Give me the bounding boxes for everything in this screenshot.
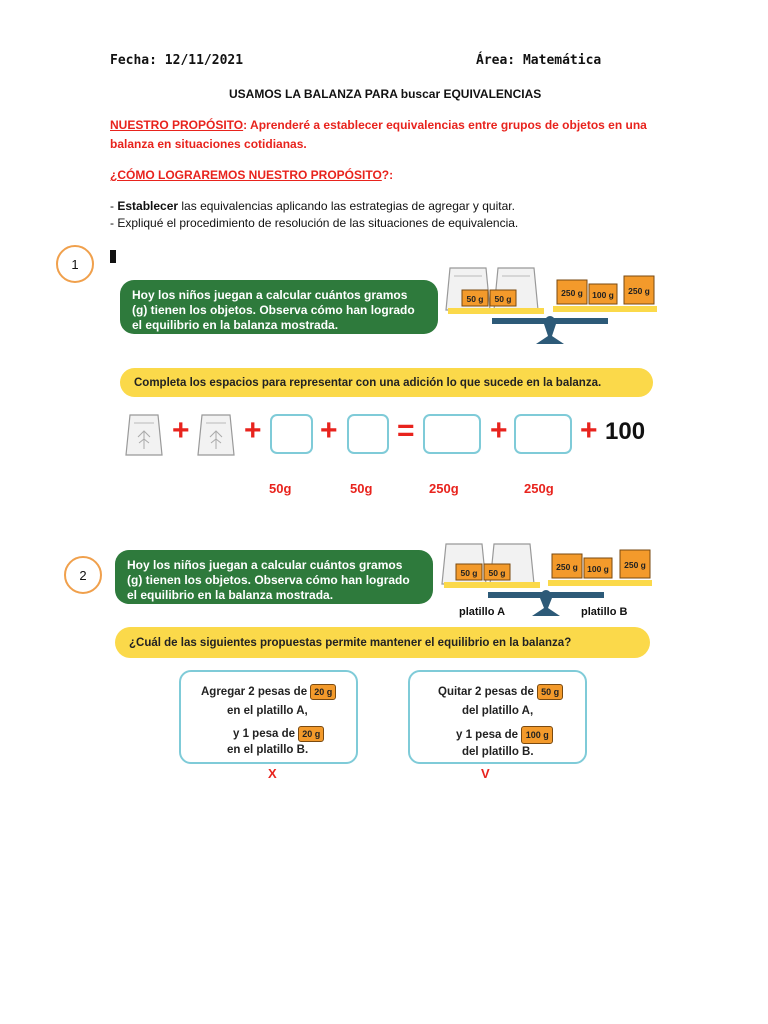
plus-sign: + [490,414,508,447]
equals-sign: = [397,414,415,447]
option-b-line2: del platillo A, [462,705,534,717]
weight-label: 50 g [488,568,506,578]
weight-label: 50 g [460,568,478,578]
intro-box-1: Hoy los niños juegan a calcular cuántos gramos (g) tienen los objetos. Observa cómo han logrado el equilibrio en la balanza mostrada. [120,280,438,334]
strategy-list [110,198,670,232]
answer-label: 50g [350,481,373,496]
section-number-2: 2 [64,556,102,594]
flour-bag-icon [124,411,166,457]
weight-icon: 100 g [521,726,553,744]
bullet-dash: - [110,216,118,230]
answer-label: 250g [524,481,554,496]
answer-box[interactable] [347,414,389,454]
balance-scale-icon [440,262,665,348]
option-a-line1: Agregar 2 pesas de 20 g [201,684,336,700]
weight-icon: 50 g [537,684,563,700]
plus-sign: + [320,414,338,447]
bullet-dash: - [110,199,118,213]
option-a-line2: en el platillo A, [227,705,308,717]
weight-icon: 20 g [310,684,336,700]
weight-label: 100 g [587,564,609,574]
purpose-text: Aprenderé a establecer equivalencias entre grupos de objetos en una balanza en situaciones cotidianas. [110,118,647,151]
weight-label: 250 g [628,286,650,296]
plus-sign: + [580,414,598,447]
bullet-strong: Establecer [117,199,182,213]
platillo-b-label: platillo B [581,606,628,618]
instruction-bar-1: Completa los espacios para representar con una adición lo que sucede en la balanza. [120,368,653,397]
platillo-a-label: platillo A [459,606,506,618]
option-b-card[interactable] [408,670,587,764]
answer-box[interactable] [514,414,572,454]
weight-label: 250 g [556,562,578,572]
option-b-line1: Quitar 2 pesas de 50 g [438,684,563,700]
bullet-text: Expliqué el procedimiento de resolución de las situaciones de equivalencia. [117,216,519,230]
answer-box[interactable] [423,414,481,454]
intro-box-2: Hoy los niños juegan a calcular cuántos gramos (g) tienen los objetos. Observa cómo han logrado el equilibrio en la balanza mostrada. [115,550,433,604]
option-b-mark: V [481,766,490,781]
section-number-1: 1 [56,245,94,283]
option-a-mark: X [268,766,277,781]
option-a-card[interactable] [179,670,358,764]
how-label: ¿CÓMO LOGRAREMOS NUESTRO PROPÓSITO [110,168,382,182]
purpose-block [110,116,660,154]
date-label: Fecha: 12/11/2021 [110,53,244,68]
weight-label: 100 g [592,290,614,300]
answer-label: 250g [429,481,459,496]
page-title: USAMOS LA BALANZA PARA buscar EQUIVALENCIAS [229,87,542,101]
option-a-line4: en el platillo B. [227,744,309,756]
weight-label: 250 g [561,288,583,298]
plus-sign: + [244,414,262,447]
how-heading [110,166,393,185]
answer-label: 50g [269,481,292,496]
option-a-line3: y 1 pesa de 20 g [233,726,324,742]
bullet-text: las equivalencias aplicando las estrategias de agregar y quitar. [181,199,515,213]
flour-bag-icon [196,411,238,457]
purpose-colon: : [243,118,248,132]
weight-label: 50 g [466,294,484,304]
text-cursor [110,250,116,263]
plus-sign: + [172,414,190,447]
weight-label: 250 g [624,560,646,570]
equation-result: 100 [605,418,646,445]
answer-box[interactable] [270,414,313,454]
strategy-item [110,198,670,215]
strategy-item [110,215,670,232]
option-b-line3: y 1 pesa de 100 g [456,726,553,744]
weight-label: 50 g [494,294,512,304]
purpose-label: NUESTRO PROPÓSITO [110,118,244,132]
area-label: Área: Matemática [476,53,602,68]
question-bar-2: ¿Cuál de las siguientes propuestas permite mantener el equilibrio en la balanza? [115,627,650,658]
weight-icon: 20 g [298,726,324,742]
how-suffix: ?: [381,168,394,182]
option-b-line4: del platillo B. [462,746,534,758]
